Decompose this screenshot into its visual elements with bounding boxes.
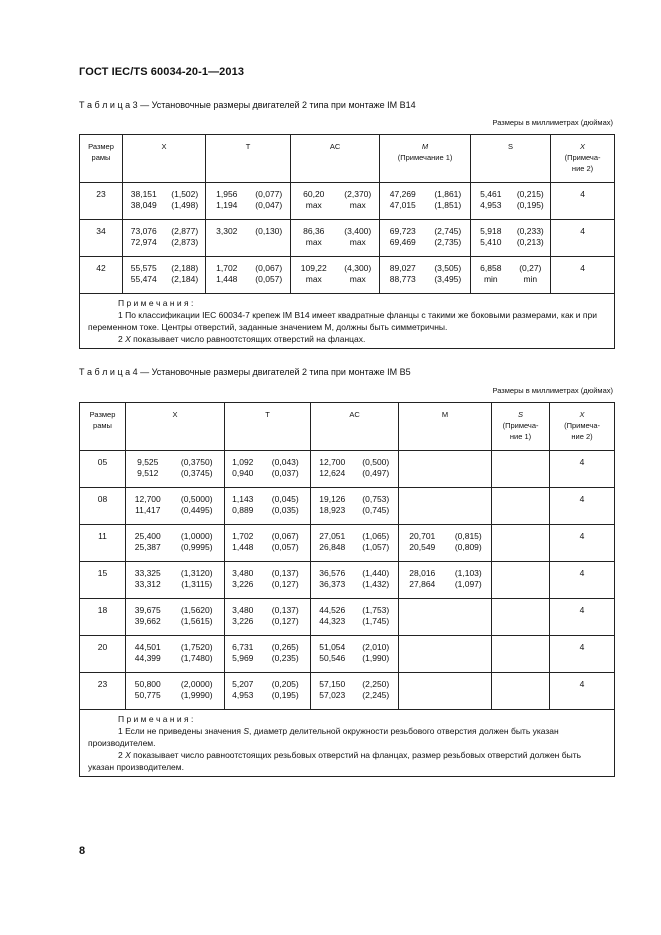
x-inch-cell: (1,502) (1,498) — [165, 183, 206, 220]
s-cell — [492, 525, 550, 562]
table3-notes-heading: П р и м е ч а н и я : — [118, 298, 194, 308]
table4-header-m: M — [399, 403, 492, 451]
x-mm-cell: 55,575 55,474 — [123, 257, 165, 294]
s-cell — [492, 673, 550, 710]
m-mm-cell — [399, 673, 446, 710]
t-mm-cell: 1,092 0,940 — [225, 451, 261, 488]
ac-mm-cell: 60,20 max — [291, 183, 337, 220]
hole-count-cell: 4 — [551, 183, 615, 220]
table4-header-x-count: X (Примеча- ние 2) — [550, 403, 615, 451]
table4-caption — [79, 367, 411, 377]
table-row — [80, 525, 615, 562]
table3-header-m: M (Примечание 1) — [380, 135, 471, 183]
table-row — [80, 183, 615, 220]
m-inch-cell: (1,103) (1,097) — [446, 562, 492, 599]
t-inch-cell: (0,043) (0,037) — [261, 451, 311, 488]
table-row — [80, 673, 615, 710]
table4-header-frame: Размер рамы — [89, 410, 116, 430]
table4 — [79, 402, 615, 777]
s-mm-cell: 5,918 5,410 — [471, 220, 511, 257]
m-inch-cell: (3,505) (3,495) — [426, 257, 471, 294]
m-inch-cell: (2,745) (2,735) — [426, 220, 471, 257]
hole-count-cell: 4 — [550, 673, 615, 710]
table-row — [80, 220, 615, 257]
ac-inch-cell: (0,500) (0,497) — [354, 451, 399, 488]
table3-caption-text: — Установочные размеры двигателей 2 типа при монтаже IM B14 — [137, 100, 416, 110]
ac-mm-cell: 51,054 50,546 — [311, 636, 354, 673]
m-mm-cell: 89,027 88,773 — [380, 257, 426, 294]
t-mm-cell: 1,702 1,448 — [206, 257, 248, 294]
hole-count-cell: 4 — [550, 488, 615, 525]
t-mm-cell: 5,207 4,953 — [225, 673, 261, 710]
hole-count-cell: 4 — [550, 562, 615, 599]
t-inch-cell: (0,067) (0,057) — [261, 525, 311, 562]
x-inch-cell: (1,0000) (0,9995) — [170, 525, 225, 562]
table-row — [80, 257, 615, 294]
m-mm-cell — [399, 488, 446, 525]
x-inch-cell: (0,3750) (0,3745) — [170, 451, 225, 488]
table3-header-x: X — [123, 135, 206, 183]
table3-note-2: 2 X показывает число равноотстоящих отверстий на фланцах. — [118, 334, 366, 344]
m-inch-cell — [446, 488, 492, 525]
t-inch-cell: (0,130) — [248, 220, 291, 257]
t-mm-cell: 1,956 1,194 — [206, 183, 248, 220]
frame-size-cell: 08 — [80, 488, 126, 525]
table4-header-s: S (Примеча- ние 1) — [492, 403, 550, 451]
t-mm-cell: 3,480 3,226 — [225, 562, 261, 599]
table3-caption-label: Т а б л и ц а 3 — [79, 100, 138, 110]
t-mm-cell: 1,702 1,448 — [225, 525, 261, 562]
ac-inch-cell: (3,400) max — [337, 220, 380, 257]
frame-size-cell: 18 — [80, 599, 126, 636]
table3-caption — [79, 100, 416, 110]
table-row — [80, 562, 615, 599]
m-mm-cell: 69,723 69,469 — [380, 220, 426, 257]
table3-header-s: S — [471, 135, 551, 183]
m-mm-cell: 28,016 27,864 — [399, 562, 446, 599]
m-inch-cell — [446, 599, 492, 636]
t-inch-cell: (0,205) (0,195) — [261, 673, 311, 710]
hole-count-cell: 4 — [550, 451, 615, 488]
s-inch-cell: (0,27) min — [511, 257, 551, 294]
ac-inch-cell: (1,440) (1,432) — [354, 562, 399, 599]
s-mm-cell: 5,461 4,953 — [471, 183, 511, 220]
ac-mm-cell: 44,526 44,323 — [311, 599, 354, 636]
t-inch-cell: (0,067) (0,057) — [248, 257, 291, 294]
document-header: ГОСТ IEC/TS 60034-20-1—2013 — [79, 66, 245, 78]
m-inch-cell — [446, 451, 492, 488]
x-inch-cell: (0,5000) (0,4495) — [170, 488, 225, 525]
table4-header-x: X — [126, 403, 225, 451]
t-inch-cell: (0,045) (0,035) — [261, 488, 311, 525]
table3 — [79, 134, 615, 349]
x-inch-cell: (2,877) (2,873) — [165, 220, 206, 257]
s-inch-cell: (0,233) (0,213) — [511, 220, 551, 257]
x-mm-cell: 12,700 11,417 — [126, 488, 170, 525]
hole-count-cell: 4 — [551, 220, 615, 257]
t-inch-cell: (0,137) (0,127) — [261, 562, 311, 599]
table4-notes — [80, 710, 615, 777]
x-inch-cell: (2,0000) (1,9990) — [170, 673, 225, 710]
ac-inch-cell: (2,370) max — [337, 183, 380, 220]
table4-note-1: 1 Если не приведены значения S, диаметр делительной окружности резьбового отверстия должен быть указан производителем. — [88, 726, 559, 748]
m-mm-cell — [399, 451, 446, 488]
t-mm-cell: 1,143 0,889 — [225, 488, 261, 525]
table4-units: Размеры в миллиметрах (дюймах) — [492, 386, 613, 395]
table3-notes — [80, 294, 615, 349]
table4-notes-heading: П р и м е ч а н и я : — [118, 714, 194, 724]
x-mm-cell: 38,151 38,049 — [123, 183, 165, 220]
x-mm-cell: 39,675 39,662 — [126, 599, 170, 636]
s-cell — [492, 451, 550, 488]
x-mm-cell: 44,501 44,399 — [126, 636, 170, 673]
x-inch-cell: (1,7520) (1,7480) — [170, 636, 225, 673]
m-inch-cell — [446, 636, 492, 673]
x-mm-cell: 33,325 33,312 — [126, 562, 170, 599]
table3-note-1: 1 По классификации IEC 60034-7 крепеж IM B14 имеет квадратные фланцы с такими же боковыми размерами, как и при переменном токе. Центры отверстий, заданные значением M, должны быть симметричны. — [88, 310, 597, 332]
ac-mm-cell: 12,700 12,624 — [311, 451, 354, 488]
frame-size-cell: 23 — [80, 183, 123, 220]
table3-header-t: T — [206, 135, 291, 183]
x-mm-cell: 9,525 9,512 — [126, 451, 170, 488]
ac-mm-cell: 19,126 18,923 — [311, 488, 354, 525]
x-inch-cell: (2,188) (2,184) — [165, 257, 206, 294]
ac-inch-cell: (2,250) (2,245) — [354, 673, 399, 710]
t-mm-cell: 6,731 5,969 — [225, 636, 261, 673]
ac-inch-cell: (1,065) (1,057) — [354, 525, 399, 562]
table-row — [80, 636, 615, 673]
m-mm-cell: 47,269 47,015 — [380, 183, 426, 220]
m-mm-cell — [399, 636, 446, 673]
table4-caption-text: — Установочные размеры двигателей 2 типа при монтаже IM B5 — [137, 367, 411, 377]
frame-size-cell: 23 — [80, 673, 126, 710]
s-mm-cell: 6,858 min — [471, 257, 511, 294]
t-mm-cell: 3,302 — [206, 220, 248, 257]
page-number: 8 — [79, 845, 86, 857]
frame-size-cell: 20 — [80, 636, 126, 673]
x-inch-cell: (1,5620) (1,5615) — [170, 599, 225, 636]
hole-count-cell: 4 — [550, 599, 615, 636]
table3-header-frame: Размер рамы — [88, 142, 114, 162]
t-inch-cell: (0,077) (0,047) — [248, 183, 291, 220]
frame-size-cell: 15 — [80, 562, 126, 599]
t-mm-cell: 3,480 3,226 — [225, 599, 261, 636]
frame-size-cell: 42 — [80, 257, 123, 294]
s-cell — [492, 636, 550, 673]
table-row — [80, 488, 615, 525]
s-inch-cell: (0,215) (0,195) — [511, 183, 551, 220]
t-inch-cell: (0,265) (0,235) — [261, 636, 311, 673]
s-cell — [492, 562, 550, 599]
m-inch-cell: (0,815) (0,809) — [446, 525, 492, 562]
x-mm-cell: 50,800 50,775 — [126, 673, 170, 710]
ac-mm-cell: 36,576 36,373 — [311, 562, 354, 599]
t-inch-cell: (0,137) (0,127) — [261, 599, 311, 636]
ac-mm-cell: 57,150 57,023 — [311, 673, 354, 710]
table-row — [80, 451, 615, 488]
table4-header-t: T — [225, 403, 311, 451]
ac-inch-cell: (2,010) (1,990) — [354, 636, 399, 673]
m-mm-cell — [399, 599, 446, 636]
table4-caption-label: Т а б л и ц а 4 — [79, 367, 138, 377]
table3-units: Размеры в миллиметрах (дюймах) — [492, 118, 613, 127]
x-inch-cell: (1,3120) (1,3115) — [170, 562, 225, 599]
frame-size-cell: 34 — [80, 220, 123, 257]
ac-mm-cell: 109,22 max — [291, 257, 337, 294]
frame-size-cell: 11 — [80, 525, 126, 562]
frame-size-cell: 05 — [80, 451, 126, 488]
ac-mm-cell: 86,36 max — [291, 220, 337, 257]
hole-count-cell: 4 — [550, 636, 615, 673]
table3-header-ac: AC — [291, 135, 380, 183]
s-cell — [492, 488, 550, 525]
m-inch-cell: (1,861) (1,851) — [426, 183, 471, 220]
table4-note-2: 2 X показывает число равноотстоящих резьбовых отверстий на фланцах, размер резьбовых отверстий должен быть указан производителем. — [88, 750, 582, 772]
hole-count-cell: 4 — [551, 257, 615, 294]
table-row — [80, 599, 615, 636]
ac-mm-cell: 27,051 26,848 — [311, 525, 354, 562]
m-inch-cell — [446, 673, 492, 710]
ac-inch-cell: (4,300) max — [337, 257, 380, 294]
table3-header-x-count: X (Примеча- ние 2) — [551, 135, 615, 183]
x-mm-cell: 25,400 25,387 — [126, 525, 170, 562]
ac-inch-cell: (0,753) (0,745) — [354, 488, 399, 525]
table4-header-ac: AC — [311, 403, 399, 451]
ac-inch-cell: (1,753) (1,745) — [354, 599, 399, 636]
s-cell — [492, 599, 550, 636]
m-mm-cell: 20,701 20,549 — [399, 525, 446, 562]
hole-count-cell: 4 — [550, 525, 615, 562]
x-mm-cell: 73,076 72,974 — [123, 220, 165, 257]
